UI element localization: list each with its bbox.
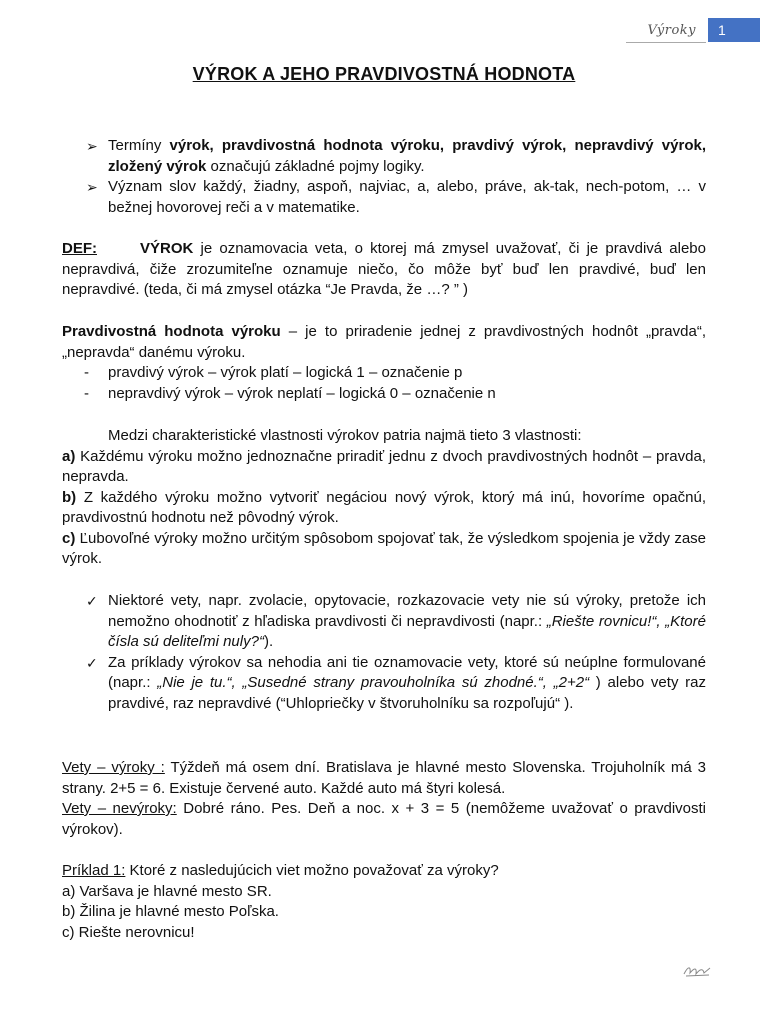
truth-value-list: [62, 363, 706, 404]
header-rule: [626, 42, 706, 43]
handwritten-signature: [682, 962, 712, 978]
arrow-bullet-icon: ➢: [86, 179, 98, 195]
document-title: VÝROK A JEHO PRAVDIVOSTNÁ HODNOTA: [192, 64, 576, 84]
exercise-item: c) Riešte nerovnicu!: [62, 923, 195, 941]
property-item: c) Ľubovoľné výroky možno určitým spôsobom spojovať tak, že výsledkom spojenia je vždy zase výrok.: [62, 529, 706, 567]
page-header: [648, 18, 760, 42]
list-item: - pravdivý výrok – výrok platí – logická 1 – označenie p: [84, 364, 463, 381]
header-label: Výroky: [647, 22, 696, 38]
non-statements-example: Vety – nevýroky: Dobré ráno. Pes. Deň a noc. x + 3 = 5 (nemôžeme uvažovať o pravdivosti výrokov).: [62, 800, 706, 838]
exercise-section: [62, 861, 706, 943]
exercise-item: b) Žilina je hlavné mesto Poľska.: [62, 903, 279, 920]
arrow-bullet-icon: ➢: [86, 138, 98, 154]
def-text: je oznamovacia veta, o ktorej má zmysel uvažovať, či je pravdivá alebo nepravdivá, čiže zrozumiteľne oznamuje niečo, čo môže byť buď len pravdivé, buď len nepravdivé. (teda, či má zmysel otázka “Je Pravda, že …? ” ): [62, 240, 706, 298]
exercise-question: Príklad 1: Ktoré z nasledujúcich viet možno považovať za výroky?: [62, 862, 499, 879]
check-item: ✓ Za príklady výrokov sa nehodia ani tie oznamovacie vety, ktoré sú neúplne formulované (napr.: „Nie je tu.“, „Susedné strany pravouholníka sú zhodné.“, „2+2“ ) alebo vety raz pravdivé, raz nepravdivé (“Uhlopriečky v štvoruholníku sa rozpoľujú“ ).: [86, 653, 706, 712]
definition: [62, 239, 706, 301]
property-item: b) Z každého výroku možno vytvoriť negáciou nový výrok, ktorý má inú, hovoríme opačnú, pravdivostnú hodnotu než pôvodný výrok.: [62, 488, 706, 526]
intro-bullets: [62, 136, 706, 218]
checkmark-icon: ✓: [86, 654, 98, 671]
checkmark-icon: ✓: [86, 593, 98, 609]
list-item: - nepravdivý výrok – výrok neplatí – logická 0 – označenie n: [84, 384, 496, 402]
examples-section: [62, 758, 706, 840]
properties-section: [62, 426, 706, 570]
truth-value-section: Pravdivostná hodnota výroku – je to priradenie jednej z pravdivostných hodnôt „pravda“, „nepravda“ danému výroku.: [62, 323, 706, 361]
bullet-item: ➢ Termíny výrok, pravdivostná hodnota výroku, pravdivý výrok, nepravdivý výrok, zložený výrok označujú základné pojmy logiky.: [86, 137, 707, 175]
property-item: a) Každému výroku možno jednoznačne priradiť jednu z dvoch pravdivostných hodnôt – pravda, nepravda.: [62, 447, 706, 485]
properties-intro: Medzi charakteristické vlastnosti výrokov patria najmä tieto 3 vlastnosti:: [108, 427, 582, 444]
def-label: DEF:: [62, 240, 97, 257]
check-notes: [62, 591, 706, 714]
def-term: VÝROK: [140, 240, 194, 257]
statements-example: Vety – výroky : Týždeň má osem dní. Bratislava je hlavné mesto Slovenska. Trojuholník má 3 strany. 2+5 = 6. Existuje červené auto. Každé auto má štyri kolesá.: [62, 759, 706, 797]
page-number: 1: [708, 18, 760, 42]
truth-value-term: Pravdivostná hodnota výroku: [62, 323, 281, 340]
bullet-item: ➢ Význam slov každý, žiadny, aspoň, najviac, a, alebo, práve, ak-tak, nech-potom, … v bežnej hovorovej reči a v matematike.: [86, 178, 706, 216]
exercise-item: a) Varšava je hlavné mesto SR.: [62, 882, 272, 900]
check-item: ✓ Niektoré vety, napr. zvolacie, opytovacie, rozkazovacie vety nie sú výroky, pretože ich nemožno ohodnotiť z hľadiska pravdivosti či nepravdivosti (napr.: „Riešte rovnicu!“, „Ktoré čísla sú deliteľmi nuly?“).: [86, 592, 706, 650]
